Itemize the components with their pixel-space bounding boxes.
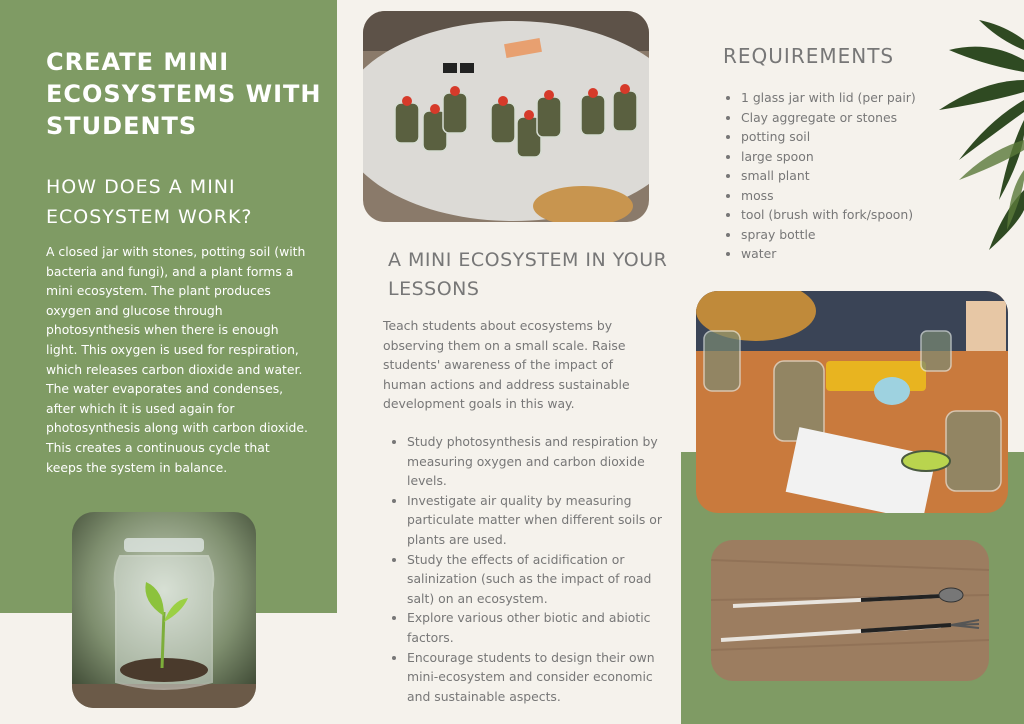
middle-section-intro: Teach students about ecosystems by observing them on a small scale. Raise students' awareness of the impact of human actions and address sustainable development goals in this way. (383, 318, 630, 412)
middle-bullet-list (383, 432, 679, 706)
list-item: • Study the effects of acidification or salinization (such as the impact of road salt) on an ecosystem. (407, 550, 679, 609)
jar-plant-photo (72, 512, 256, 708)
requirements-heading: REQUIREMENTS (723, 44, 895, 68)
middle-section-heading: A MINI ECOSYSTEM IN YOUR LESSONS (388, 249, 668, 300)
list-item: • Investigate air quality by measuring particulate matter when different soils or plants are used. (407, 491, 679, 550)
classroom-jars-photo (363, 11, 649, 222)
students-workshop-photo (696, 291, 1008, 513)
list-item: • 1 glass jar with lid (per pair) (741, 88, 961, 108)
list-item: • tool (brush with fork/spoon) (741, 205, 961, 225)
requirements-list (720, 88, 961, 264)
list-item: • potting soil (741, 127, 961, 147)
palm-leaves-icon (929, 20, 1024, 260)
list-item: • Clay aggregate or stones (741, 108, 961, 128)
page-title: CREATE MINI ECOSYSTEMS WITH STUDENTS (46, 48, 322, 140)
left-section-heading: HOW DOES A MINI ECOSYSTEM WORK? (46, 176, 253, 228)
list-item: • spray bottle (741, 225, 961, 245)
list-item: • moss (741, 186, 961, 206)
list-item: • Study photosynthesis and respiration by measuring oxygen and carbon dioxide levels. (407, 432, 679, 491)
left-section-body: A closed jar with stones, potting soil (with bacteria and fungi), and a plant forms a mini ecosystem. The plant produces oxygen and glucose through photosynthesis when there is enough light. This oxygen is used for respiration, which releases carbon dioxide and water. The water evaporates and condenses, after which it is used again for photosynthesis along with carbon dioxide. This creates a continuous cycle that keeps the system in balance. (46, 244, 308, 475)
list-item: • Encourage students to design their own mini-ecosystem and consider economic and sustainable aspects. (407, 648, 679, 707)
tools-photo (711, 540, 989, 681)
list-item: • small plant (741, 166, 961, 186)
list-item: • Explore various other biotic and abiotic factors. (407, 608, 679, 647)
list-item: • water (741, 244, 961, 264)
list-item: • large spoon (741, 147, 961, 167)
